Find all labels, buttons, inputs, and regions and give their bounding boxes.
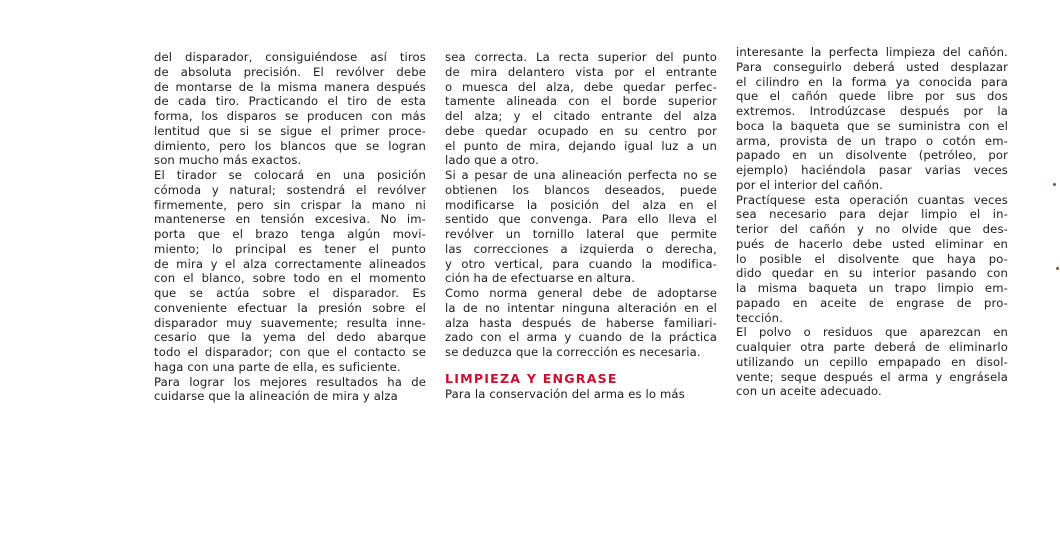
text-column-3 [736, 45, 1008, 399]
text-line: de montarse de la misma manera después [154, 79, 426, 94]
text-line: sea necesario para dejar limpio el in- [736, 207, 1008, 222]
text-column-2 [445, 50, 717, 402]
paragraph [445, 387, 717, 402]
text-line: las correcciones a izquierda o derecha, [445, 241, 717, 256]
text-line: lo posible el disolvente que haya po- [736, 251, 1008, 266]
text-line: que el cañón quede libre por sus dos [736, 89, 1008, 104]
text-line: tección. [736, 310, 783, 325]
text-column-1 [154, 50, 426, 404]
text-line: todo el disparador; con que el contacto se [154, 345, 426, 359]
text-line: modificarse la posición del alza en el [445, 197, 717, 212]
text-line: de mira y el alza correctamente alineados [154, 256, 426, 271]
text-line: lentitud que si se sigue el primer proce- [154, 123, 426, 138]
text-line: extremos. Introdúzcase después por la [736, 104, 1008, 118]
text-line: firmemente, pero sin crispar la mano ni [154, 197, 426, 212]
text-line: por el interior del cañón. [736, 177, 883, 192]
text-line: Practíquese esta operación cuantas veces [736, 192, 1008, 207]
text-line: El tirador se colocará en una posición [154, 168, 426, 182]
text-line: la de no intentar ninguna alteración en el [445, 300, 717, 315]
text-line: dido quedar en su interior pasando con [736, 266, 1008, 281]
text-line: lado que a otro. [445, 153, 539, 168]
text-line: cómoda y natural; sostendrá el revólver [154, 182, 426, 197]
text-line: con el blanco, sobre todo en el momento [154, 271, 426, 286]
text-line: revólver un tornillo lateral que permite [445, 227, 717, 241]
text-line: tamente alineada con el borde superior [445, 94, 717, 109]
paragraph [736, 325, 1008, 399]
text-line: papado en aceite de engrase de pro- [736, 295, 1008, 310]
text-line: del disparador, consiguiéndose así tiros [154, 50, 426, 64]
text-line: cualquier otra parte deberá de eliminarlo [736, 340, 1008, 354]
text-line: cuidarse que la alineación de mira y alza [154, 389, 398, 404]
paragraph [445, 50, 717, 168]
text-line: Si a pesar de una alineación perfecta no se [445, 168, 717, 182]
paragraph [154, 375, 426, 405]
text-line: haga con una parte de ella, es suficiente. [154, 359, 401, 374]
section-heading: LIMPIEZA Y ENGRASE [445, 370, 618, 386]
text-line: debe quedar ocupado en su centro por [445, 123, 717, 138]
text-line: forma, los disparos se producen con más [154, 109, 426, 123]
text-line: zado con el arma y cuando de la práctica [445, 330, 717, 345]
text-line: utilizando un cepillo empapado en disol- [736, 354, 1008, 369]
text-line: que se actúa sobre el disparador. Es [154, 286, 426, 300]
text-line: vente; seque después el arma y engrásela [736, 369, 1008, 384]
text-line: alza hasta después de haberse familiari- [445, 315, 717, 330]
text-line: interesante la perfecta limpieza del cañón. [736, 45, 1008, 59]
text-line: conveniente efectuar la presión sobre el [154, 300, 426, 315]
text-line: pués de hacerlo debe usted eliminar en [736, 236, 1008, 251]
text-line: mantenerse en tensión excesiva. No im- [154, 212, 426, 227]
print-speck [1056, 267, 1059, 270]
text-line: el punto de mira, dejando igual luz a un [445, 138, 717, 153]
text-line: y otro vertical, para cuando la modifica- [445, 256, 717, 271]
text-line: Para la conservación del arma es lo más [445, 386, 685, 401]
text-line: son mucho más exactos. [154, 153, 302, 168]
text-line: sea correcta. La recta superior del punto [445, 50, 717, 64]
paragraph [445, 286, 717, 360]
print-speck [1053, 183, 1056, 186]
text-line: ejemplo) haciéndola pasar varias veces [736, 163, 1008, 177]
text-line: ción ha de efectuarse en altura. [445, 271, 636, 286]
text-line: disparador muy suavemente; resulta inne- [154, 315, 426, 330]
text-line: de cada tiro. Practicando el tiro de esta [154, 94, 426, 109]
text-line: de mira delantero vista por el entrante [445, 64, 717, 79]
text-line: obtienen los blancos deseados, puede [445, 182, 717, 197]
text-line: sentido que convenga. Para ello lleva el [445, 212, 717, 227]
text-line: El polvo o residuos que aparezcan en [736, 325, 1008, 340]
text-line: la misma baqueta un trapo limpio em- [736, 281, 1008, 295]
text-line: miento; lo principal es tener el punto [154, 241, 426, 256]
text-line: Para lograr los mejores resultados ha de [154, 374, 426, 389]
paragraph [736, 193, 1008, 326]
paragraph [154, 50, 426, 168]
text-line: Para conseguirlo deberá usted desplazar [736, 59, 1008, 74]
text-line: se deduzca que la corrección es necesaria. [445, 345, 701, 359]
text-line: terior del cañón y no olvide que des- [736, 222, 1008, 236]
text-line: cesario que la yema del dedo abarque [154, 330, 426, 345]
paragraph [154, 168, 426, 375]
text-line: del alza; y el citado entrante del alza [445, 109, 717, 123]
text-line: o muesca del alza, debe quedar perfec- [445, 79, 717, 94]
text-line: con un aceite adecuado. [736, 384, 882, 399]
text-line: dimiento, pero los blancos que se logran [154, 138, 426, 153]
paragraph [445, 168, 717, 286]
text-line: porta que el brazo tenga algún movi- [154, 227, 426, 241]
text-line: boca la baqueta que se suministra con el [736, 118, 1008, 133]
text-line: de absoluta precisión. El revólver debe [154, 64, 426, 79]
text-line: arma, provista de un trapo o cotón em- [736, 133, 1008, 148]
paragraph [736, 45, 1008, 193]
text-line: el cilindro en la forma ya conocida para [736, 74, 1008, 89]
text-line: papado en un disolvente (petróleo, por [736, 148, 1008, 163]
text-line: Como norma general debe de adoptarse [445, 286, 717, 300]
